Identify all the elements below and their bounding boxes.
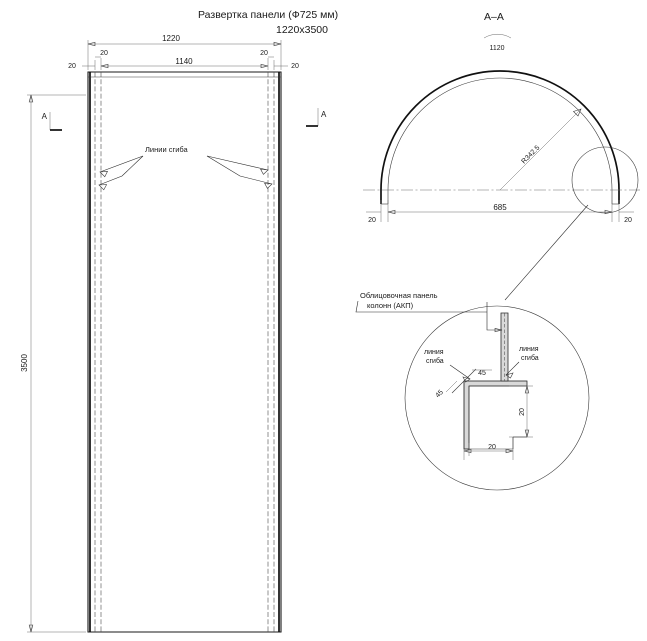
section-title: A–A bbox=[484, 11, 504, 23]
section-mark-left bbox=[42, 112, 62, 130]
dim-1220-label: 1220 bbox=[162, 34, 180, 43]
fold-label-right bbox=[506, 346, 539, 378]
dim-left-edge-label: 20 bbox=[68, 63, 76, 70]
dim-detail-right-20-label: 20 bbox=[519, 408, 526, 416]
section-dim-center-label: 685 bbox=[493, 203, 507, 212]
dim-45-left-label: 45 bbox=[434, 388, 445, 400]
arc-length-label: 1120 bbox=[489, 45, 505, 52]
section-mark-right bbox=[306, 108, 327, 126]
section-aa-view bbox=[363, 34, 640, 300]
dim-detail-bottom-20-label: 20 bbox=[488, 444, 496, 451]
dim-right-inner-label: 20 bbox=[260, 50, 268, 57]
dim-row-second bbox=[68, 50, 299, 70]
fold-left-line2: сгиба bbox=[426, 358, 444, 365]
radius-label: R342.5 bbox=[520, 144, 542, 166]
fold-lines-callout bbox=[99, 145, 272, 190]
panel-outline bbox=[88, 72, 281, 632]
dim-3500-label: 3500 bbox=[20, 354, 29, 372]
section-arc-outer bbox=[381, 71, 619, 190]
section-bottom-dims bbox=[366, 200, 634, 224]
fold-left-line1: линия bbox=[424, 349, 444, 356]
section-arc-inner bbox=[388, 78, 612, 190]
main-title: Развертка панели (Ф725 мм) bbox=[198, 9, 339, 21]
dim-detail-right-20 bbox=[509, 386, 533, 437]
detail-leader bbox=[505, 205, 588, 300]
dim-45-top-label: 45 bbox=[478, 370, 486, 377]
section-dim-right-label: 20 bbox=[624, 217, 632, 224]
dim-right-edge-label: 20 bbox=[291, 63, 299, 70]
dim-45-top bbox=[472, 370, 492, 377]
dim-detail-bottom-20 bbox=[464, 437, 513, 460]
fold-right-line2: сгиба bbox=[521, 355, 539, 362]
fold-label-left bbox=[424, 349, 470, 382]
cladding-callout bbox=[356, 291, 502, 332]
section-mark-right-label: A bbox=[321, 110, 327, 119]
fold-lines-label: Линии сгиба bbox=[145, 145, 188, 154]
dim-3500 bbox=[20, 95, 86, 632]
section-dim-left-label: 20 bbox=[368, 217, 376, 224]
detail-circle bbox=[405, 306, 589, 490]
cladding-callout-line2: колонн (АКП) bbox=[367, 301, 414, 310]
chamfer-line-left bbox=[452, 381, 464, 393]
arc-length-dim bbox=[484, 34, 511, 52]
profile-section bbox=[464, 381, 527, 449]
cladding-callout-line1: Облицовочная панель bbox=[360, 291, 438, 300]
dim-left-inner-label: 20 bbox=[100, 50, 108, 57]
flat-panel-view bbox=[20, 34, 327, 632]
section-mark-left-label: A bbox=[41, 112, 47, 121]
dim-45-left bbox=[434, 381, 457, 399]
detail-view bbox=[356, 291, 589, 490]
fold-right-line1: линия bbox=[519, 346, 539, 353]
dim-1140-label: 1140 bbox=[175, 57, 193, 66]
sub-title: 1220x3500 bbox=[276, 24, 328, 36]
detail-indicator-circle bbox=[572, 147, 638, 213]
radius-dim bbox=[500, 109, 581, 190]
